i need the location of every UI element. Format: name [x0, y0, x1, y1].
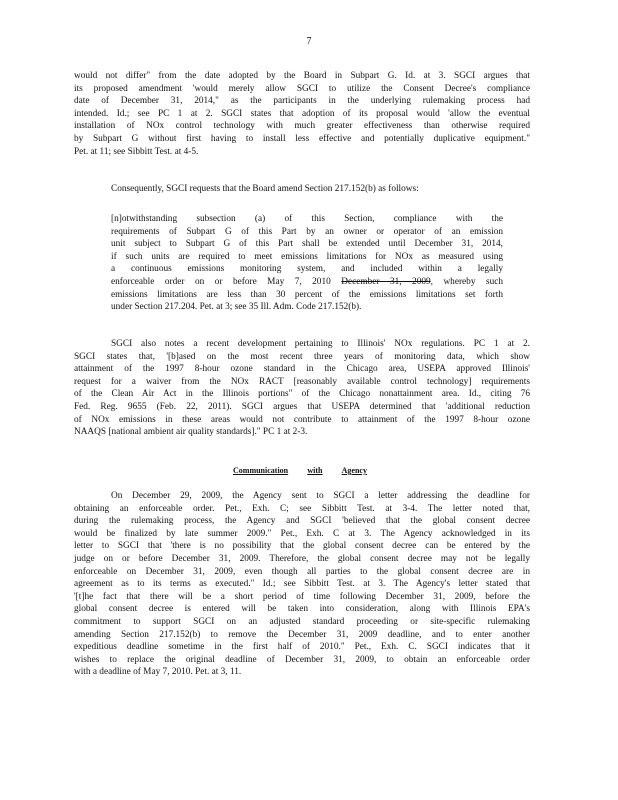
heading-word: Communication [233, 466, 289, 475]
text-line: judge on or before December 31, 2009. Therefore, the global consent decree may not be legally [74, 553, 530, 564]
text-line: Pet. at 11; see Sibbitt Test. at 4-5. [74, 146, 199, 157]
text-line: On December 29, 2009, the Agency sent to SGCI a letter addressing the deadline for [111, 491, 530, 501]
text-line: of NOx emissions in these areas would not contribute to attainment of the 1997 8-hour ozone [74, 414, 530, 425]
text-line: intended. Id.; see PC 1 at 2. SGCI states that adoption of its proposal would 'allow the eventual [74, 108, 530, 119]
text-line: would not differ" from the date adopted by the Board in Subpart G. Id. at 3. SGCI argues that [74, 71, 530, 81]
text-line: SGCI states that, '[b]ased on the most recent three years of monitoring data, which show [74, 351, 530, 362]
page-number: 7 [306, 36, 312, 47]
quote-line: requirements of Subpart G of this Part by an owner or operator of an emission [111, 226, 503, 237]
quote-line: under Section 217.204. Pet. at 3; see 35 Ill. Adm. Code 217.152(b). [111, 302, 362, 313]
quote-line: if such units are required to meet emissions limitations for NOx as measured using [111, 251, 503, 262]
heading-word: with [307, 466, 323, 475]
text-line: installation of NOx control technology with much greater effectiveness than otherwise required [74, 121, 530, 132]
quote-amend-prefix: enforceable order on or before May 7, 2010 [111, 276, 331, 287]
text-line: request for a waiver from the NOx RACT [reasonably available control technology] requirements [74, 376, 530, 387]
text-line: Fed. Reg. 9655 (Feb. 22, 2011). SGCI argues that USEPA determined that 'additional reduction [74, 401, 530, 412]
text-line: SGCI also notes a recent development pertaining to Illinois' NOx regulations. PC 1 at 2. [111, 339, 530, 349]
quote-amend-suffix: , whereby such [430, 276, 504, 287]
paragraph-3 [74, 338, 530, 439]
text-line: letter to SGCI that 'there is no possibility that the global consent decree can be entered by the [74, 541, 530, 552]
text-line: attainment of the 1997 8-hour ozone standard in the Chicago area, USEPA approved Illinois' [74, 364, 530, 375]
quote-line: a continuous emissions monitoring system, and included within a legally [111, 264, 503, 275]
text-line: global consent decree is entered will be taken into consideration, along with Illinois EPA's [74, 604, 530, 615]
text-line: NAAQS [national ambient air quality standards]." PC 1 at 2-3. [74, 427, 308, 438]
text-line: '[t]he fact that there will be a short period of time following December 31, 2009, before the [74, 591, 530, 602]
text-line: its proposed amendment 'would merely allow SGCI to utilize the Consent Decree's compliance [74, 83, 530, 94]
text-line: wishes to replace the original deadline of December 31, 2009, to obtain an enforceable order [74, 654, 530, 665]
text-line: enforceable on December 31, 2009, even though all parties to the global consent decree are in [74, 566, 530, 577]
text-line: amending Section 217.152(b) to remove the December 31, 2009 deadline, and to enter another [74, 629, 530, 640]
quote-line: emissions limitations are less than 30 percent of the emissions limitations set forth [111, 289, 503, 300]
text-line: Consequently, SGCI requests that the Board amend Section 217.152(b) as follows: [111, 184, 419, 194]
text-line: during the rulemaking process, the Agency and SGCI 'believed that the global consent decree [74, 516, 530, 527]
quote-line: [n]otwithstanding subsection (a) of this Section, compliance with the [111, 214, 503, 224]
heading-word: Agency [341, 466, 367, 475]
quote-line: unit subject to Subpart G of this Part shall be extended until December 31, 2014, [111, 239, 503, 250]
text-line: date of December 31, 2014," as the participants in the underlying rulemaking process had [74, 96, 530, 107]
text-line: obtaining an enforceable order. Pet., Exh. C; see Sibbitt Test. at 3-4. The letter noted that, [74, 503, 530, 514]
struck-text: December 31, 2009 [341, 276, 431, 287]
paragraph-1 [74, 70, 530, 158]
quote-line-amended [111, 276, 503, 289]
section-heading [233, 465, 367, 478]
text-line: expeditious deadline sometime in the first half of 2010." Pet., Exh. C. SGCI indicates that it [74, 642, 530, 653]
paragraph-4 [74, 490, 530, 679]
text-line: would be finalized by late summer 2009." Pet., Exh. C at 3. The Agency acknowledged in its [74, 528, 530, 539]
text-line: agreement as to its terms as executed." Id.; see Sibbitt Test. at 3. The Agency's letter stated that [74, 579, 530, 590]
text-line: of the Clean Air Act in the Illinois portions" of the Chicago nonattainment area. Id., citing 76 [74, 389, 530, 400]
block-quote [111, 213, 503, 314]
text-line: commitment to support SGCI on an adjusted standard proceeding or site-specific rulemaking [74, 616, 530, 627]
text-line: with a deadline of May 7, 2010. Pet. at 3, 11. [74, 667, 242, 678]
text-line: by Subpart G without first having to install less effective and potentially duplicative equipment." [74, 133, 530, 144]
paragraph-2 [111, 183, 531, 196]
